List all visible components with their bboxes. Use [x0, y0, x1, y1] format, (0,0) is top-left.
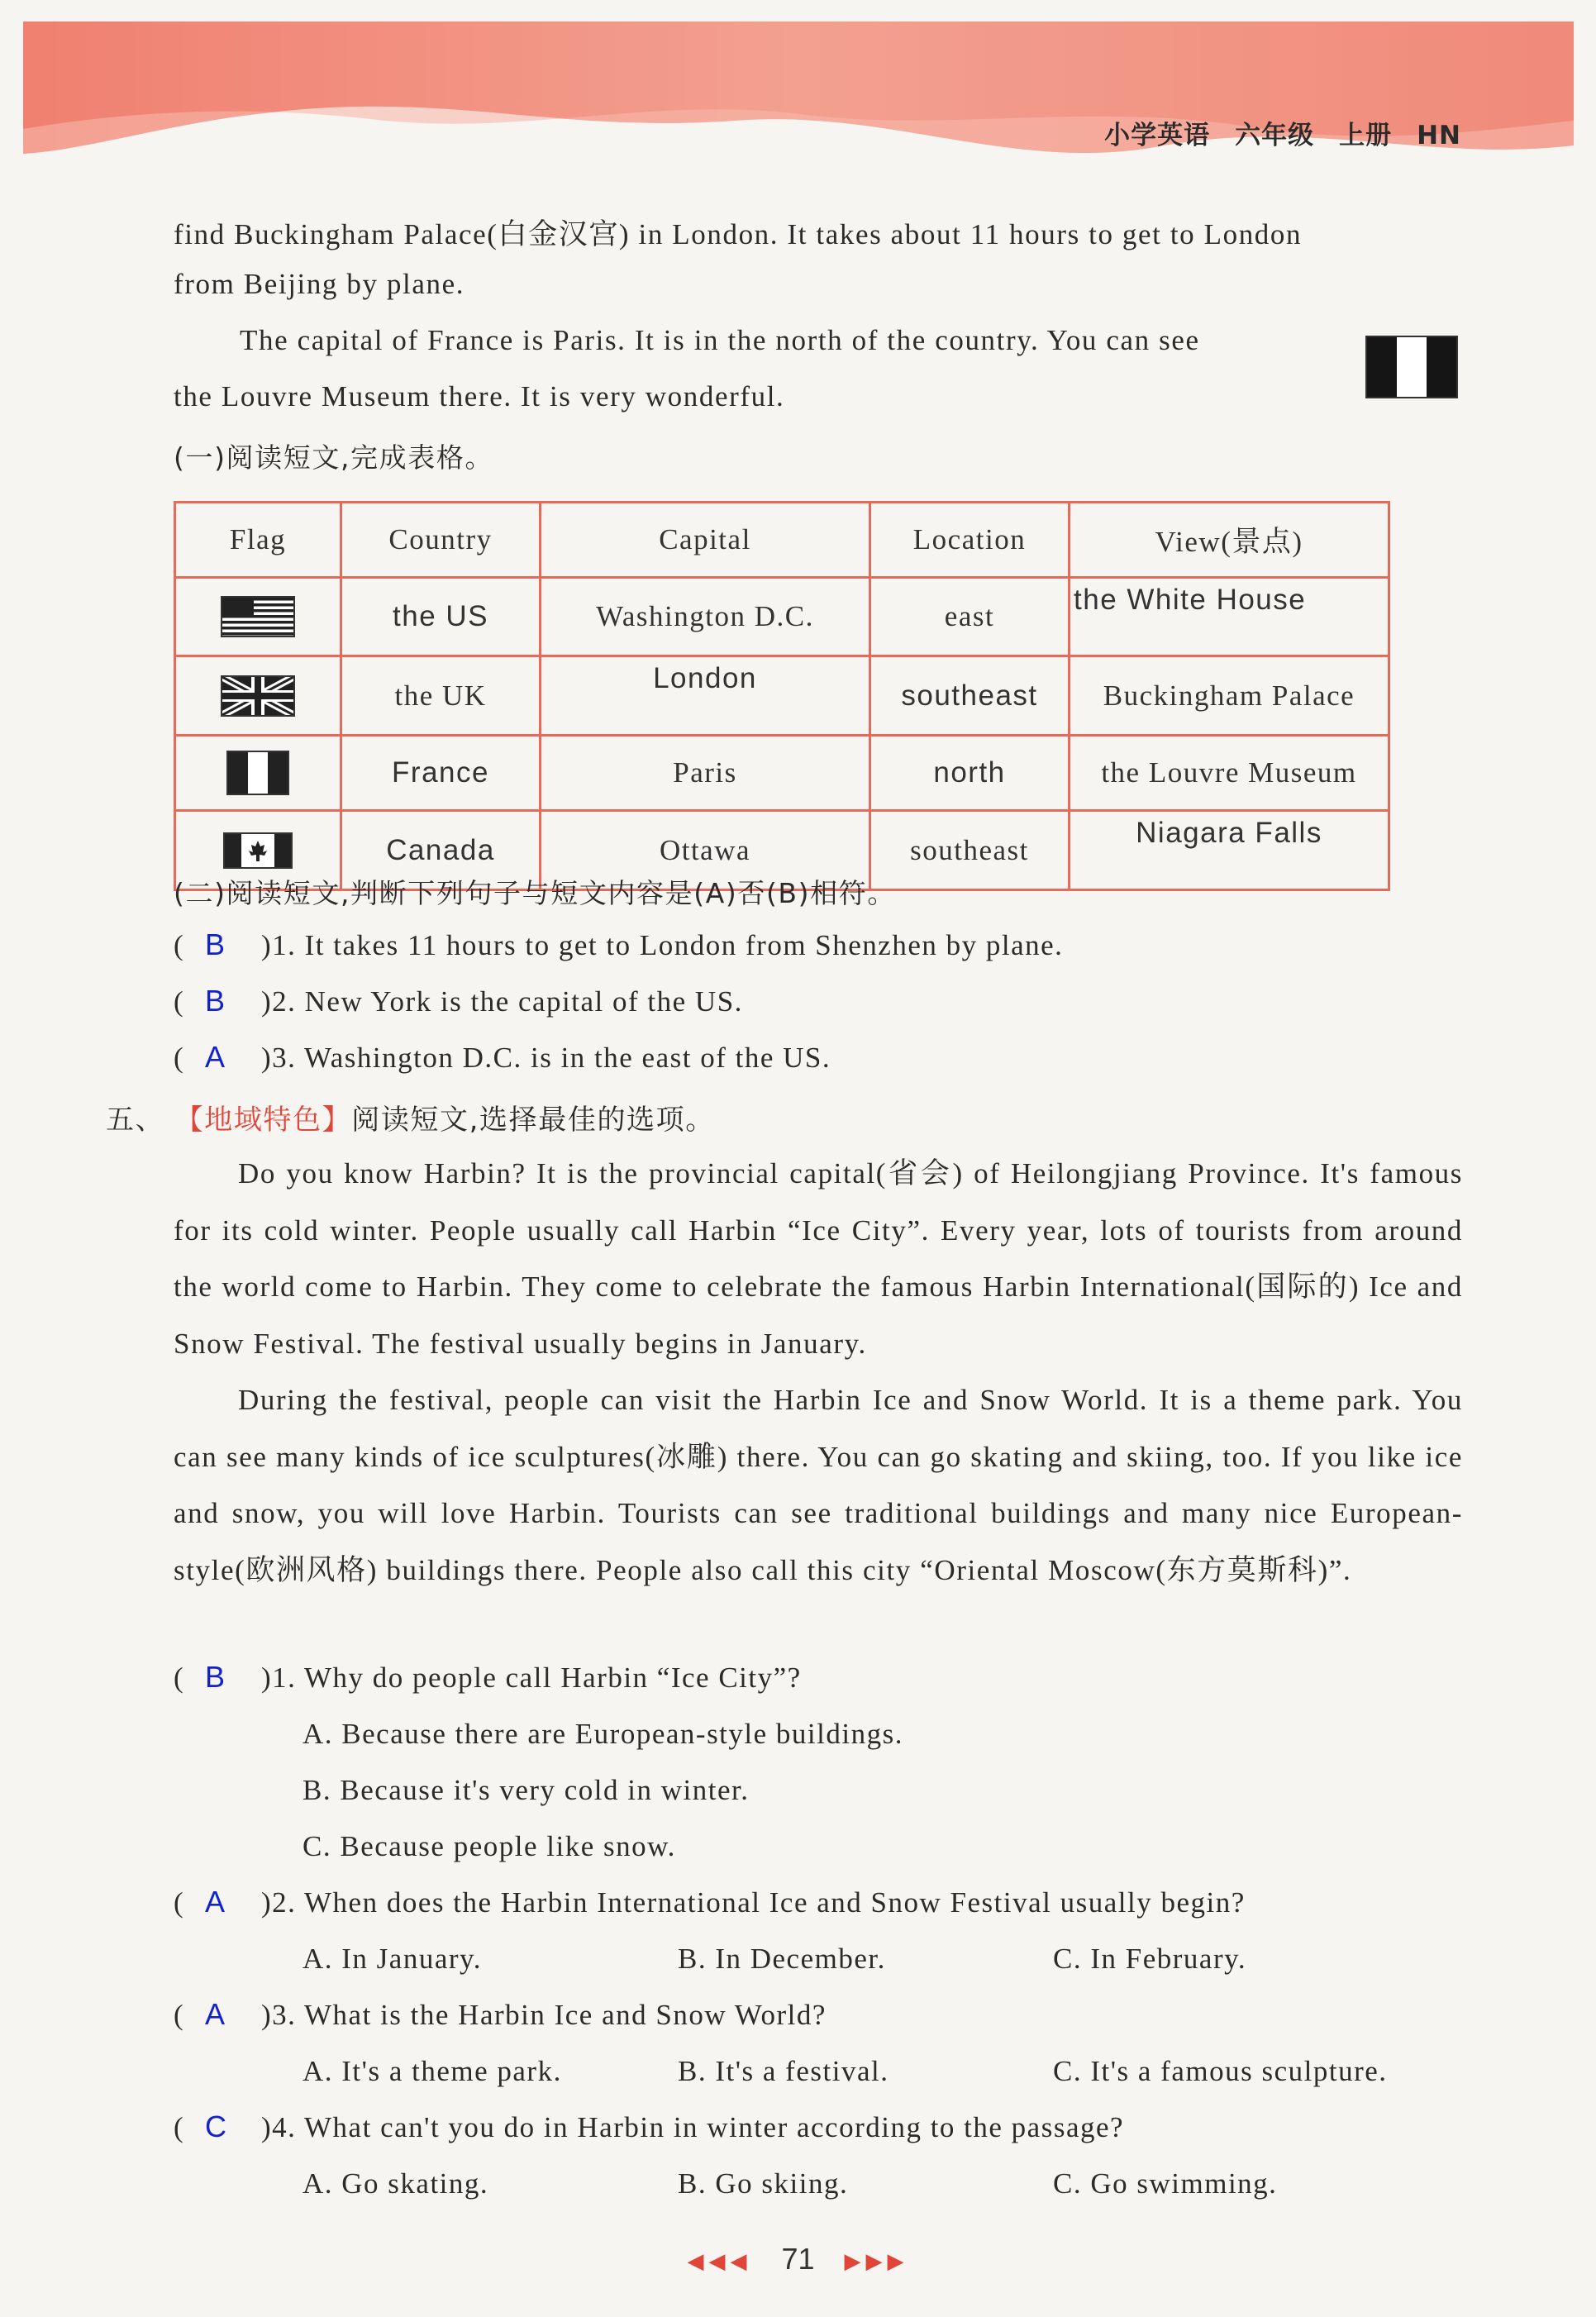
answer-location: southeast: [870, 656, 1070, 736]
view-cell: the Louvre Museum: [1070, 736, 1389, 811]
answer-letter: A: [205, 1885, 226, 1919]
section5-tag: 【地域特色】: [174, 1104, 352, 1137]
answer-letter: B: [205, 1660, 226, 1694]
option-b: B. Go skiing.: [678, 2167, 849, 2200]
option-a: A. Because there are European-style buildings.: [303, 1718, 903, 1750]
intro-para2-line-2: the Louvre Museum there. It is very wonderful.: [174, 380, 785, 412]
location-cell: east: [870, 578, 1070, 656]
header-band: [23, 21, 1574, 179]
answer-country: Canada: [341, 811, 541, 890]
mc-question: ( C )4. What can't you do in Harbin in winter according to the passage?: [174, 2110, 1125, 2143]
question-text: )1. Why do people call Harbin “Ice City”?: [261, 1661, 802, 1694]
section5-title: 阅读短文,选择最佳的选项。: [351, 1104, 715, 1137]
header-edition: HN: [1417, 121, 1461, 150]
capital-cell: Washington D.C.: [541, 578, 870, 656]
header-wave-graphic: [23, 21, 1574, 179]
answer-letter: B: [205, 927, 226, 961]
capital-cell: Paris: [541, 736, 870, 811]
passage-text: Do you know Harbin? It is the provincial capital(省会) of Heilongjiang Province. It's famous for its cold winter. People usually call Harbin “Ice City”. Every year, lots of tourists from around the world come to Harbin. They come to celebrate the famous Harbin International(国际的) Ice and Snow Festival. The festival usually begins in January.: [174, 1157, 1463, 1360]
option-c: C. Go swimming.: [1053, 2167, 1278, 2200]
table-row: [175, 656, 1389, 736]
option-b: B. It's a festival.: [678, 2055, 889, 2087]
passage-text: During the festival, people can visit the Harbin Ice and Snow World. It is a theme park. You can see many kinds of ice sculptures(冰雕) there. You can go skating and skiing, too. If you like ice and snow, you will love Harbin. Tourists can see traditional buildings and many nice European-style(欧洲风格) buildings there. People also call this city “Oriental Moscow(东方莫斯科)”.: [174, 1384, 1463, 1586]
option-a: A. Go skating.: [303, 2167, 489, 2200]
answer-letter: A: [205, 1040, 226, 1074]
header-book-label: [1079, 114, 1461, 151]
question-text: )2. When does the Harbin International Ice and Snow Festival usually begin?: [261, 1886, 1246, 1919]
mc-question: ( A )3. What is the Harbin Ice and Snow World?: [174, 1997, 827, 2031]
answer-letter: A: [205, 1997, 226, 2031]
france-flag-icon: [1365, 336, 1458, 398]
option-c: C. Because people like snow.: [303, 1830, 676, 1862]
table-header-cell: Country: [341, 503, 541, 578]
question-text: )2. New York is the capital of the US.: [261, 985, 743, 1018]
table-row: [175, 736, 1389, 811]
table-header-cell: Flag: [175, 503, 341, 578]
answer-country: France: [341, 736, 541, 811]
header-grade: 六年级: [1235, 121, 1315, 150]
france-flag-icon: [226, 751, 289, 795]
option-a: A. It's a theme park.: [303, 2055, 562, 2087]
country-cell: the UK: [341, 656, 541, 736]
table-header-cell: Capital: [541, 503, 870, 578]
flag-cell: [175, 736, 341, 811]
page-footer: [0, 2242, 1596, 2276]
header-volume: 上册: [1339, 121, 1393, 150]
next-arrows-icon: ▶▶▶: [844, 2248, 909, 2273]
mc-question: ( A )2. When does the Harbin International Ice and Snow Festival usually begin?: [174, 1885, 1246, 1919]
answer-view: the White House: [1070, 578, 1389, 656]
judge-question: ( B )2. New York is the capital of the US.: [174, 984, 743, 1018]
table-header-row: [175, 503, 1389, 578]
flag-cell: [175, 656, 341, 736]
question-text: )3. What is the Harbin Ice and Snow World?: [261, 1999, 827, 2031]
judge-question: ( B )1. It takes 11 hours to get to London from Shenzhen by plane.: [174, 927, 1064, 961]
capital-cell: Ottawa: [541, 811, 870, 890]
us-flag-icon: [221, 596, 295, 637]
option-b: B. Because it's very cold in winter.: [303, 1774, 750, 1806]
answer-letter: C: [205, 2110, 228, 2143]
table-row: [175, 578, 1389, 656]
answer-location: north: [870, 736, 1070, 811]
answer-capital: London: [541, 656, 870, 736]
uk-flag-icon: [221, 675, 295, 717]
section5-number: 五、: [106, 1104, 165, 1137]
canada-flag-icon: [223, 832, 293, 869]
section5-heading: [106, 1097, 715, 1137]
passage-paragraph-2: [174, 1372, 1463, 1599]
part1-title: (一)阅读短文,完成表格。: [174, 441, 494, 474]
prev-arrows-icon: ◀◀◀: [687, 2248, 752, 2273]
option-b: B. In December.: [678, 1943, 886, 1975]
table-header-cell: Location: [870, 503, 1070, 578]
location-cell: southeast: [870, 811, 1070, 890]
question-text: )4. What can't you do in Harbin in winter according to the passage?: [261, 2111, 1125, 2143]
answer-view: Niagara Falls: [1070, 811, 1389, 890]
mc-question: ( B )1. Why do people call Harbin “Ice City”?: [174, 1660, 802, 1694]
question-text: )3. Washington D.C. is in the east of the US.: [261, 1042, 831, 1074]
part2-title: (二)阅读短文,判断下列句子与短文内容是(A)否(B)相符。: [174, 877, 896, 909]
intro-line-2: from Beijing by plane.: [174, 268, 465, 300]
option-a: A. In January.: [303, 1943, 483, 1975]
intro-para2-line-1: The capital of France is Paris. It is in the north of the country. You can see: [240, 324, 1200, 356]
answer-letter: B: [205, 984, 226, 1018]
header-subject: 小学英语: [1104, 121, 1211, 150]
flag-cell: [175, 578, 341, 656]
option-c: C. In February.: [1053, 1943, 1247, 1975]
passage-paragraph-1: [174, 1146, 1463, 1372]
intro-line-1: find Buckingham Palace(白金汉宫) in London. It takes about 11 hours to get to London: [174, 218, 1303, 250]
view-cell: Buckingham Palace: [1070, 656, 1389, 736]
table-header-cell: View(景点): [1070, 503, 1389, 578]
answer-country: the US: [341, 578, 541, 656]
option-c: C. It's a famous sculpture.: [1053, 2055, 1388, 2087]
judge-question: ( A )3. Washington D.C. is in the east of the US.: [174, 1040, 831, 1074]
question-text: )1. It takes 11 hours to get to London from Shenzhen by plane.: [261, 929, 1064, 961]
country-table: [174, 501, 1390, 891]
page-number: 71: [781, 2242, 815, 2276]
